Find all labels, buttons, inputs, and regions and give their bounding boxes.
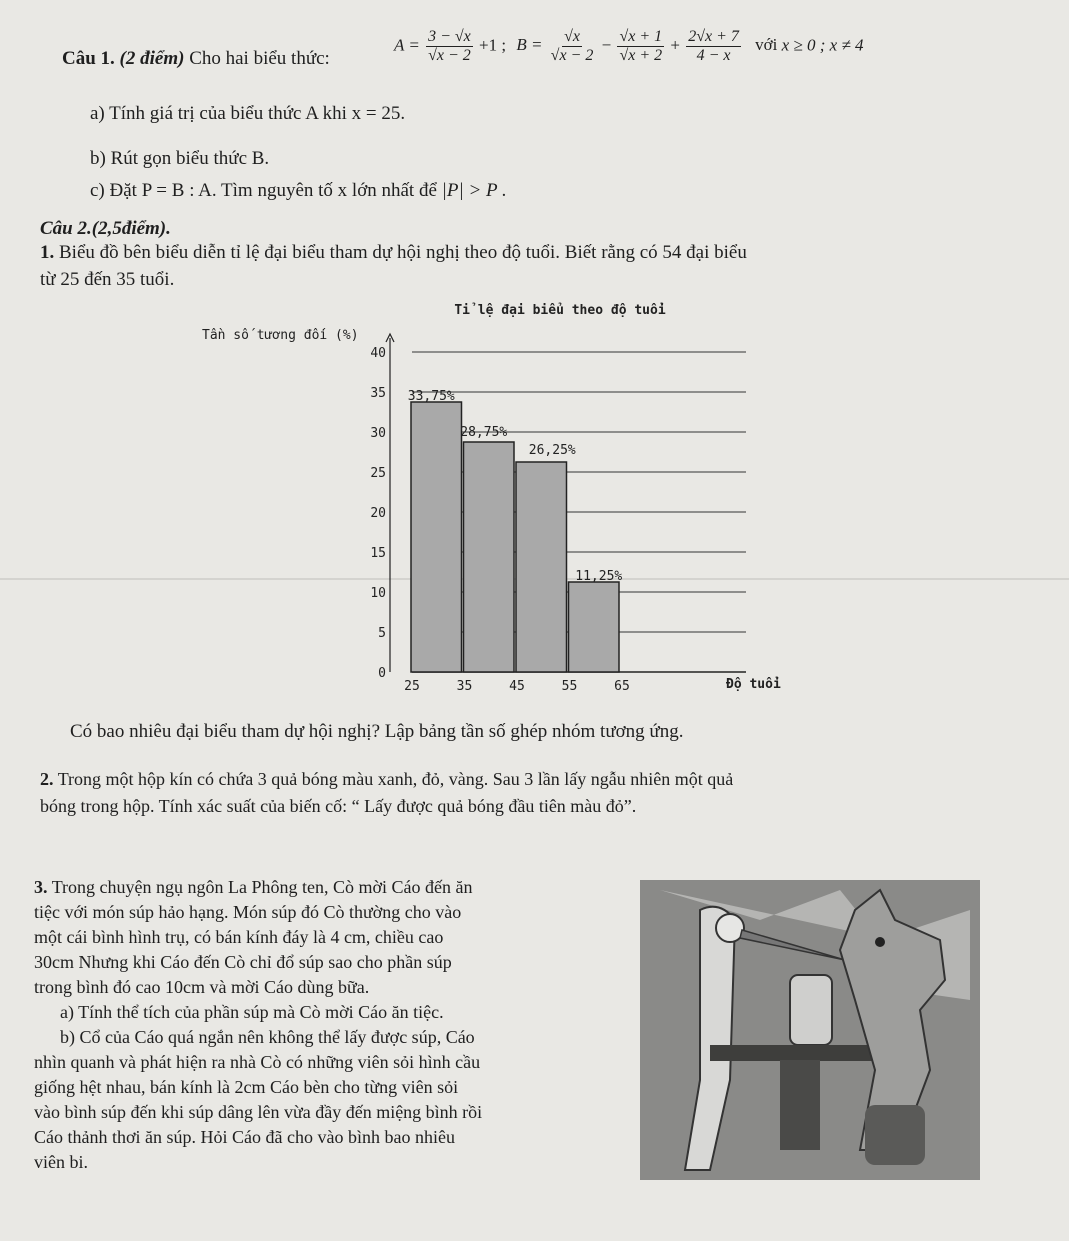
q2-p3-part-b-0: b) Cổ của Cáo quá ngắn nên không thể lấy được súp, Cáo	[60, 1027, 475, 1047]
q2-p3-num: 3.	[34, 877, 48, 897]
chart-x-tick-label: 65	[614, 679, 630, 694]
q2-p1-num: 1.	[40, 242, 55, 263]
condition-prefix: với	[755, 35, 778, 55]
q2-p3-part-a: a) Tính thể tích của phần súp mà Cò mời Cáo ăn tiệc.	[60, 1002, 444, 1022]
expr-b-term3	[686, 28, 741, 65]
q2-p3-line-0	[34, 875, 644, 900]
chart-value-label: 28,75%	[460, 425, 508, 440]
chart-bars	[411, 402, 619, 672]
q2-p2-line2: bóng trong hộp. Tính xác suất của biến cố: “ Lấy được quả bóng đầu tiên màu đỏ”.	[40, 796, 637, 816]
chart-y-tick-label: 35	[370, 386, 386, 401]
expr-b-label: B =	[516, 35, 543, 55]
age-histogram-chart	[190, 295, 810, 695]
chart-title: Tỉ lệ đại biểu theo độ tuổi	[454, 303, 666, 318]
q2-p1-question: Có bao nhiêu đại biểu tham dự hội nghị? Lập bảng tần số ghép nhóm tương ứng.	[70, 721, 684, 742]
q1-expression-line	[394, 28, 864, 65]
q1-part-c-math: |P| > P .	[441, 180, 507, 201]
expr-b-t2-den: √x + 2	[619, 47, 663, 64]
q1-heading: Câu 1.	[62, 48, 115, 69]
q2-p3-part-b-3: vào bình súp đến khi súp dâng lên vừa đầy đến miệng bình rồi	[34, 1102, 483, 1122]
tree-stump-seat	[865, 1105, 925, 1165]
chart-x-tick-label: 35	[456, 679, 473, 694]
chart-value-label: 11,25%	[575, 569, 623, 584]
q2-p1-line2: từ 25 đến 35 tuổi.	[40, 269, 175, 290]
q2-p1-line1	[40, 242, 747, 264]
q2-p3-line-1: tiệc với món súp hảo hạng. Món súp đó Cò thường cho vào	[34, 902, 462, 922]
chart-y-tick-label: 40	[370, 346, 386, 361]
chart-value-label: 33,75%	[407, 389, 455, 404]
q1-part-a: a) Tính giá trị của biểu thức A khi x = 25.	[90, 103, 406, 124]
soup-vase	[790, 975, 832, 1045]
q2-heading: Câu 2.(2,5điểm).	[40, 218, 171, 239]
expr-b-t1-num: √x	[564, 28, 580, 45]
chart-y-tick-label: 25	[370, 466, 386, 481]
q2-p3-line-3: 30cm Nhưng khi Cáo đến Cò chỉ đổ súp sao cho phần súp	[34, 952, 452, 972]
expr-b-term1	[549, 28, 596, 65]
chart-y-tick-label: 10	[370, 586, 386, 601]
chart-y-tick-label: 5	[378, 626, 386, 641]
table-leg	[780, 1060, 820, 1150]
q1-intro: Cho hai biểu thức:	[189, 48, 330, 69]
q2-p3-line-2: một cái bình hình trụ, có bán kính đáy là 4 cm, chiều cao	[34, 927, 444, 947]
q2-p3-part-b-4: Cáo thảnh thơi ăn súp. Hỏi Cáo đã cho vào bình bao nhiêu	[34, 1127, 455, 1147]
q1-part-b: b) Rút gọn biểu thức B.	[90, 148, 270, 169]
expr-a-den: √x − 2	[428, 47, 471, 64]
q2-p3-part-b-1: nhìn quanh và phát hiện ra nhà Cò có những viên sỏi hình cầu	[34, 1052, 481, 1072]
q2-p3-block	[34, 875, 644, 1175]
stork-fox-illustration	[640, 880, 980, 1180]
chart-bar	[464, 442, 515, 672]
fox-eye	[875, 937, 885, 947]
chart-bar	[411, 402, 462, 672]
q1-part-c-text: c) Đặt P = B : A. Tìm nguyên tố x lớn nhất để	[90, 180, 437, 201]
chart-y-tick-label: 20	[370, 506, 386, 521]
expr-a-num: 3 − √x	[428, 28, 471, 45]
q1-part-c	[90, 180, 507, 202]
q2-p2-line1	[40, 769, 733, 790]
chart-y-tick-label: 15	[370, 546, 386, 561]
q2-p2-num: 2.	[40, 769, 54, 789]
q2-p3-line-4: trong bình đó cao 10cm và mời Cáo dùng bữa.	[34, 977, 370, 997]
chart-value-label: 26,25%	[528, 443, 576, 458]
expr-a-label: A =	[394, 35, 420, 55]
expr-b-t3-num: 2√x + 7	[688, 28, 739, 45]
expr-b-t1-den: √x − 2	[550, 47, 594, 64]
q2-p3-text-0: Trong chuyện ngụ ngôn La Phông ten, Cò mời Cáo đến ăn	[51, 877, 473, 897]
chart-y-axis-label: Tần số tương đối (%)	[202, 328, 359, 343]
expr-b-t3-den: 4 − x	[696, 47, 731, 64]
q1-header-line	[62, 48, 330, 70]
table-top	[710, 1045, 890, 1061]
expr-b-term2	[617, 28, 664, 65]
chart-y-tick-label: 0	[378, 666, 386, 681]
q2-p3-part-b-5: viên bi.	[34, 1152, 88, 1172]
chart-x-tick-label: 25	[404, 679, 420, 694]
condition: x ≥ 0 ; x ≠ 4	[781, 35, 864, 55]
expr-b-op2: +	[670, 35, 680, 55]
expr-a-fraction	[426, 28, 473, 65]
q2-p2-text1: Trong một hộp kín có chứa 3 quả bóng màu xanh, đỏ, vàng. Sau 3 lần lấy ngẫu nhiên một quả	[57, 769, 734, 789]
chart-x-tick-label: 55	[561, 679, 578, 694]
chart-x-tick-label: 45	[509, 679, 525, 694]
expr-b-op1: −	[601, 35, 612, 55]
q2-p1-text: Biểu đồ bên biểu diễn tỉ lệ đại biểu tham dự hội nghị theo độ tuổi. Biết rằng có 54 đại biểu	[59, 242, 747, 263]
expr-b-t2-num: √x + 1	[619, 28, 663, 45]
chart-y-tick-label: 30	[370, 426, 386, 441]
expr-a-tail: +1 ;	[479, 35, 507, 55]
chart-bar	[516, 462, 567, 672]
q2-p3-part-b-2: giống hệt nhau, bán kính là 2cm Cáo bèn cho từng viên sỏi	[34, 1077, 459, 1097]
chart-bar	[569, 582, 620, 672]
chart-x-axis-label: Độ tuổi	[726, 677, 781, 692]
q1-points: (2 điểm)	[119, 48, 185, 69]
